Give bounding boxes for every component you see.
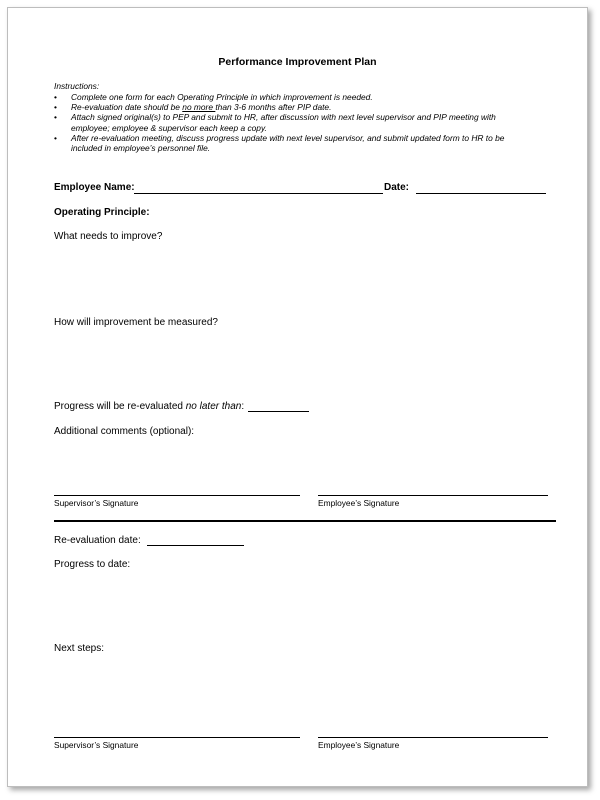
reevaluated-colon: : xyxy=(241,401,245,412)
employee-signature-label-2: Employee’s Signature xyxy=(318,740,400,750)
instructions-list xyxy=(54,92,554,153)
supervisor-signature-label: Supervisor’s Signature xyxy=(54,498,139,508)
reevaluated-date-field[interactable] xyxy=(248,411,309,412)
reevaluation-date-field[interactable] xyxy=(147,545,244,546)
employee-signature-line-2[interactable] xyxy=(318,737,548,738)
employee-name-label: Employee Name: xyxy=(54,182,135,193)
instruction-underlined-text: no more xyxy=(182,102,216,113)
page-title: Performance Improvement Plan xyxy=(218,56,377,68)
supervisor-signature-line[interactable] xyxy=(54,495,300,496)
reevaluated-italic-text: no later than xyxy=(185,401,242,412)
supervisor-signature-label-2: Supervisor’s Signature xyxy=(54,740,139,750)
instruction-text: Attach signed original(s) to PEP and submit to HR, after discussion with next level supervisor and PIP meeting with xyxy=(71,112,496,123)
instruction-text: After re-evaluation meeting, discuss progress update with next level supervisor, and submit updated form to HR to be xyxy=(71,132,505,143)
instruction-item xyxy=(54,112,554,132)
employee-name-field[interactable] xyxy=(134,193,383,194)
instruction-text: employee; employee & supervisor each keep a copy. xyxy=(71,122,267,133)
instruction-text: than 3-6 months after PIP date. xyxy=(215,102,332,113)
progress-to-date-label: Progress to date: xyxy=(54,559,131,570)
employee-signature-label: Employee’s Signature xyxy=(318,498,400,508)
what-needs-to-improve-label: What needs to improve? xyxy=(54,231,163,242)
operating-principle-label: Operating Principle: xyxy=(54,207,150,218)
reevaluation-date-label: Re-evaluation date: xyxy=(54,535,141,546)
instruction-item xyxy=(54,133,554,153)
additional-comments-label: Additional comments (optional): xyxy=(54,426,195,437)
section-divider xyxy=(54,520,556,522)
reevaluated-text: Progress will be re-evaluated xyxy=(54,401,186,412)
date-label: Date: xyxy=(384,182,410,193)
instruction-text: included in employee’s personnel file. xyxy=(71,143,211,154)
employee-signature-line[interactable] xyxy=(318,495,548,496)
date-field[interactable] xyxy=(416,193,546,194)
next-steps-label: Next steps: xyxy=(54,643,105,654)
instruction-text: Re-evaluation date should be xyxy=(71,102,183,113)
instructions-heading: Instructions: xyxy=(54,81,100,91)
document-page xyxy=(7,7,588,787)
instruction-text: Complete one form for each Operating Principle in which improvement is needed. xyxy=(71,92,373,102)
instruction-item xyxy=(54,92,554,102)
instruction-item xyxy=(54,102,554,112)
supervisor-signature-line-2[interactable] xyxy=(54,737,300,738)
reevaluated-label xyxy=(54,401,244,412)
how-measured-label: How will improvement be measured? xyxy=(54,317,218,328)
